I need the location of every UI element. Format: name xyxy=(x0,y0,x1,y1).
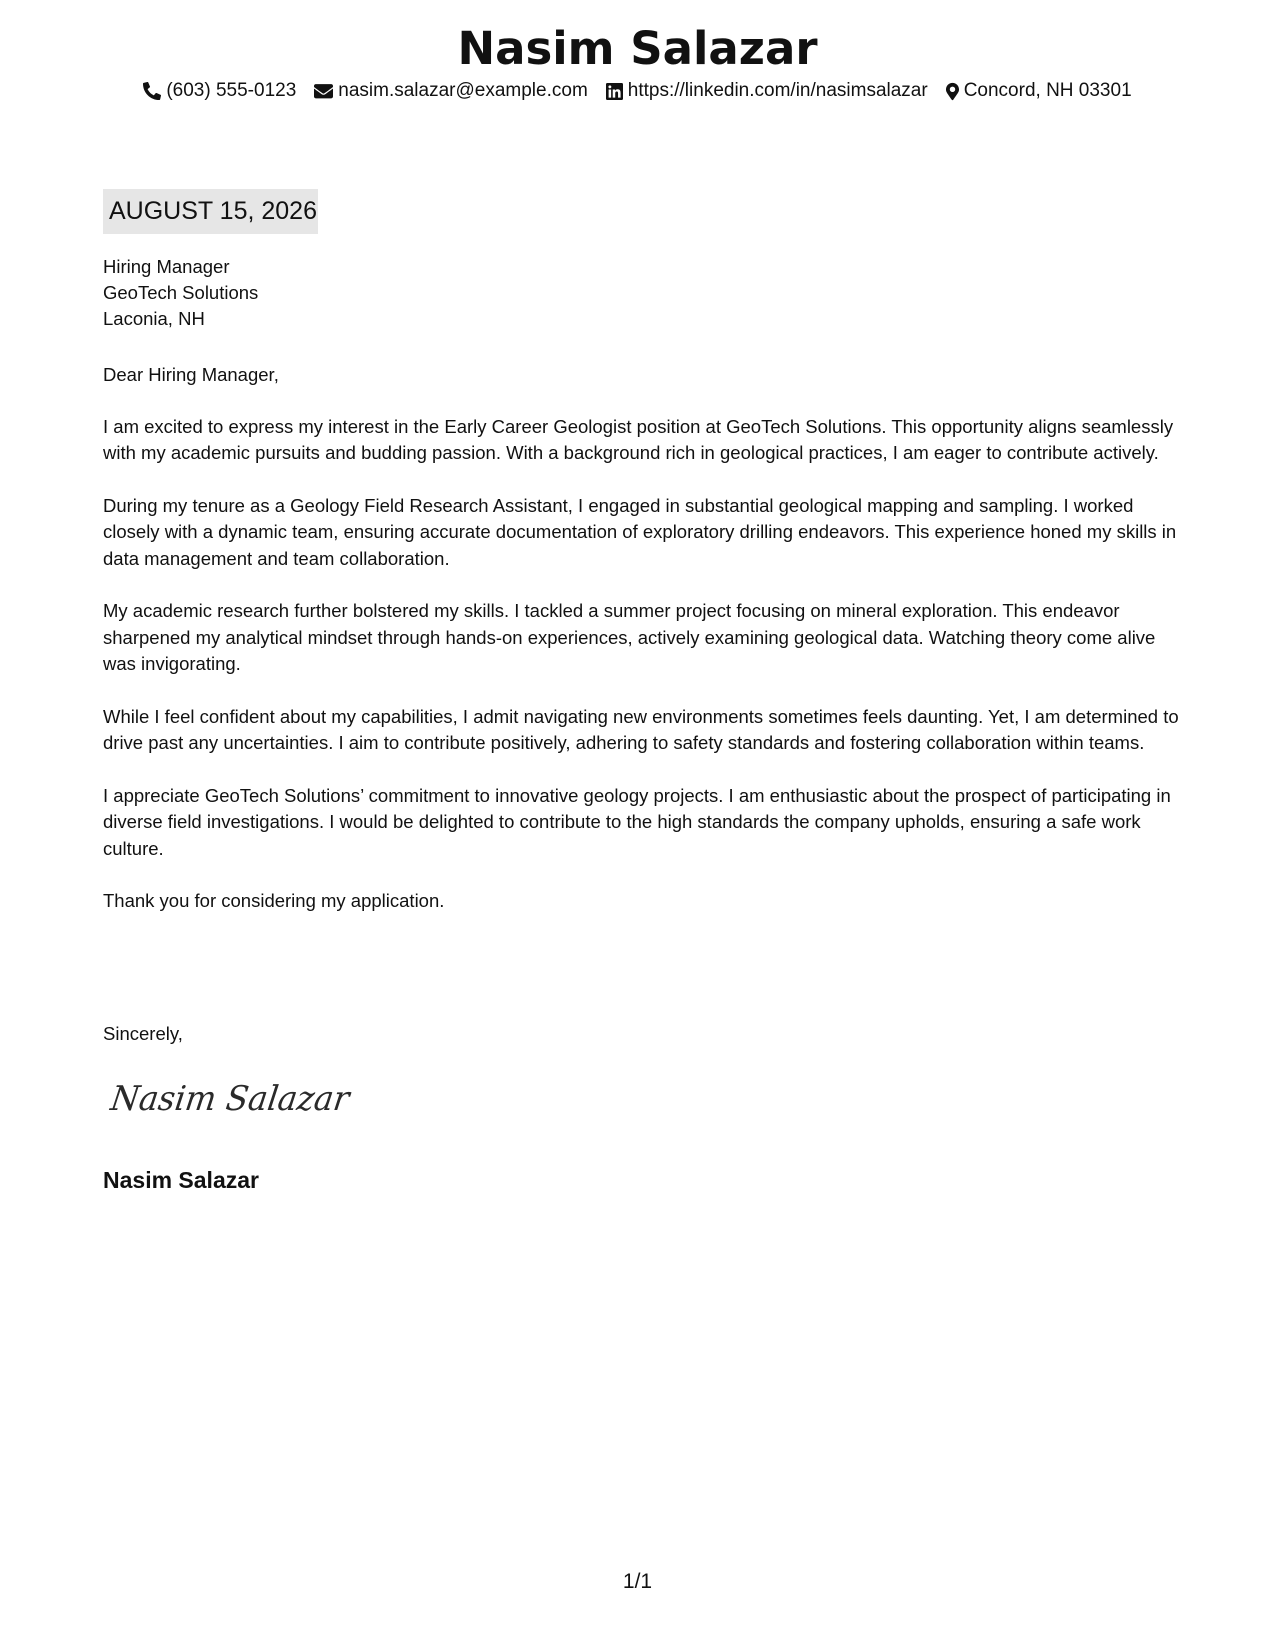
letter-body xyxy=(103,414,1183,941)
body-paragraph: I am excited to express my interest in the Early Career Geologist position at GeoTech Solutions. This opportunity aligns seamlessly with my academic pursuits and budding passion. With a background rich in geological practices, I am eager to contribute actively. xyxy=(103,416,1174,464)
handwritten-signature xyxy=(108,1078,358,1127)
contact-email[interactable] xyxy=(314,78,588,104)
contact-location xyxy=(946,78,1132,104)
body-paragraph: While I feel confident about my capabilities, I admit navigating new environments sometimes feels daunting. Yet, I am determined to drive past any uncertainties. I aim to contribute positively, adhering to safety standards and fostering collaboration within teams. xyxy=(103,705,1179,754)
map-pin-icon xyxy=(946,82,959,101)
page-number: 1/1 xyxy=(622,1570,653,1593)
recipient-block xyxy=(103,254,258,332)
recipient-location: Laconia, NH xyxy=(103,308,205,329)
recipient-title: Hiring Manager xyxy=(103,256,230,277)
phone-number: (603) 555-0123 xyxy=(166,80,297,101)
letter-date: AUGUST 15, 2026 xyxy=(103,189,318,234)
closing: Sincerely, xyxy=(103,1023,183,1044)
location-text: Concord, NH 03301 xyxy=(963,80,1132,101)
contact-linkedin[interactable] xyxy=(606,78,928,104)
recipient-company: GeoTech Solutions xyxy=(103,282,259,303)
body-paragraph: During my tenure as a Geology Field Research Assistant, I engaged in substantial geological mapping and sampling. I worked closely with a dynamic team, ensuring accurate documentation of exploratory drilling endeavors. This experience honed my skills in data management and team collaboration. xyxy=(103,495,1177,569)
contact-info-row xyxy=(0,78,1275,104)
body-paragraph: Thank you for considering my application. xyxy=(103,890,445,912)
body-paragraph: I appreciate GeoTech Solutions’ commitment to innovative geology projects. I am enthusiastic about the prospect of participating in diverse field investigations. I would be delighted to contribute to the high standards the company upholds, ensuring a safe work culture. xyxy=(103,784,1171,859)
email-address[interactable]: nasim.salazar@example.com xyxy=(338,80,588,101)
signer-name: Nasim Salazar xyxy=(103,1167,259,1193)
linkedin-icon xyxy=(606,83,623,100)
signature-glyphs: Nasim Salazar xyxy=(108,1079,358,1119)
contact-phone xyxy=(143,78,296,104)
envelope-icon xyxy=(314,84,333,99)
applicant-name-heading: Nasim Salazar xyxy=(457,22,818,75)
linkedin-url[interactable]: https://linkedin.com/in/nasimsalazar xyxy=(627,80,928,101)
phone-icon xyxy=(143,82,161,100)
body-paragraph: My academic research further bolstered my skills. I tackled a summer project focusing on mineral exploration. This endeavor sharpened my analytical mindset through hands-on experiences, actively examining geological data. Watching theory come alive was invigorating. xyxy=(103,600,1156,675)
salutation: Dear Hiring Manager, xyxy=(103,364,279,385)
